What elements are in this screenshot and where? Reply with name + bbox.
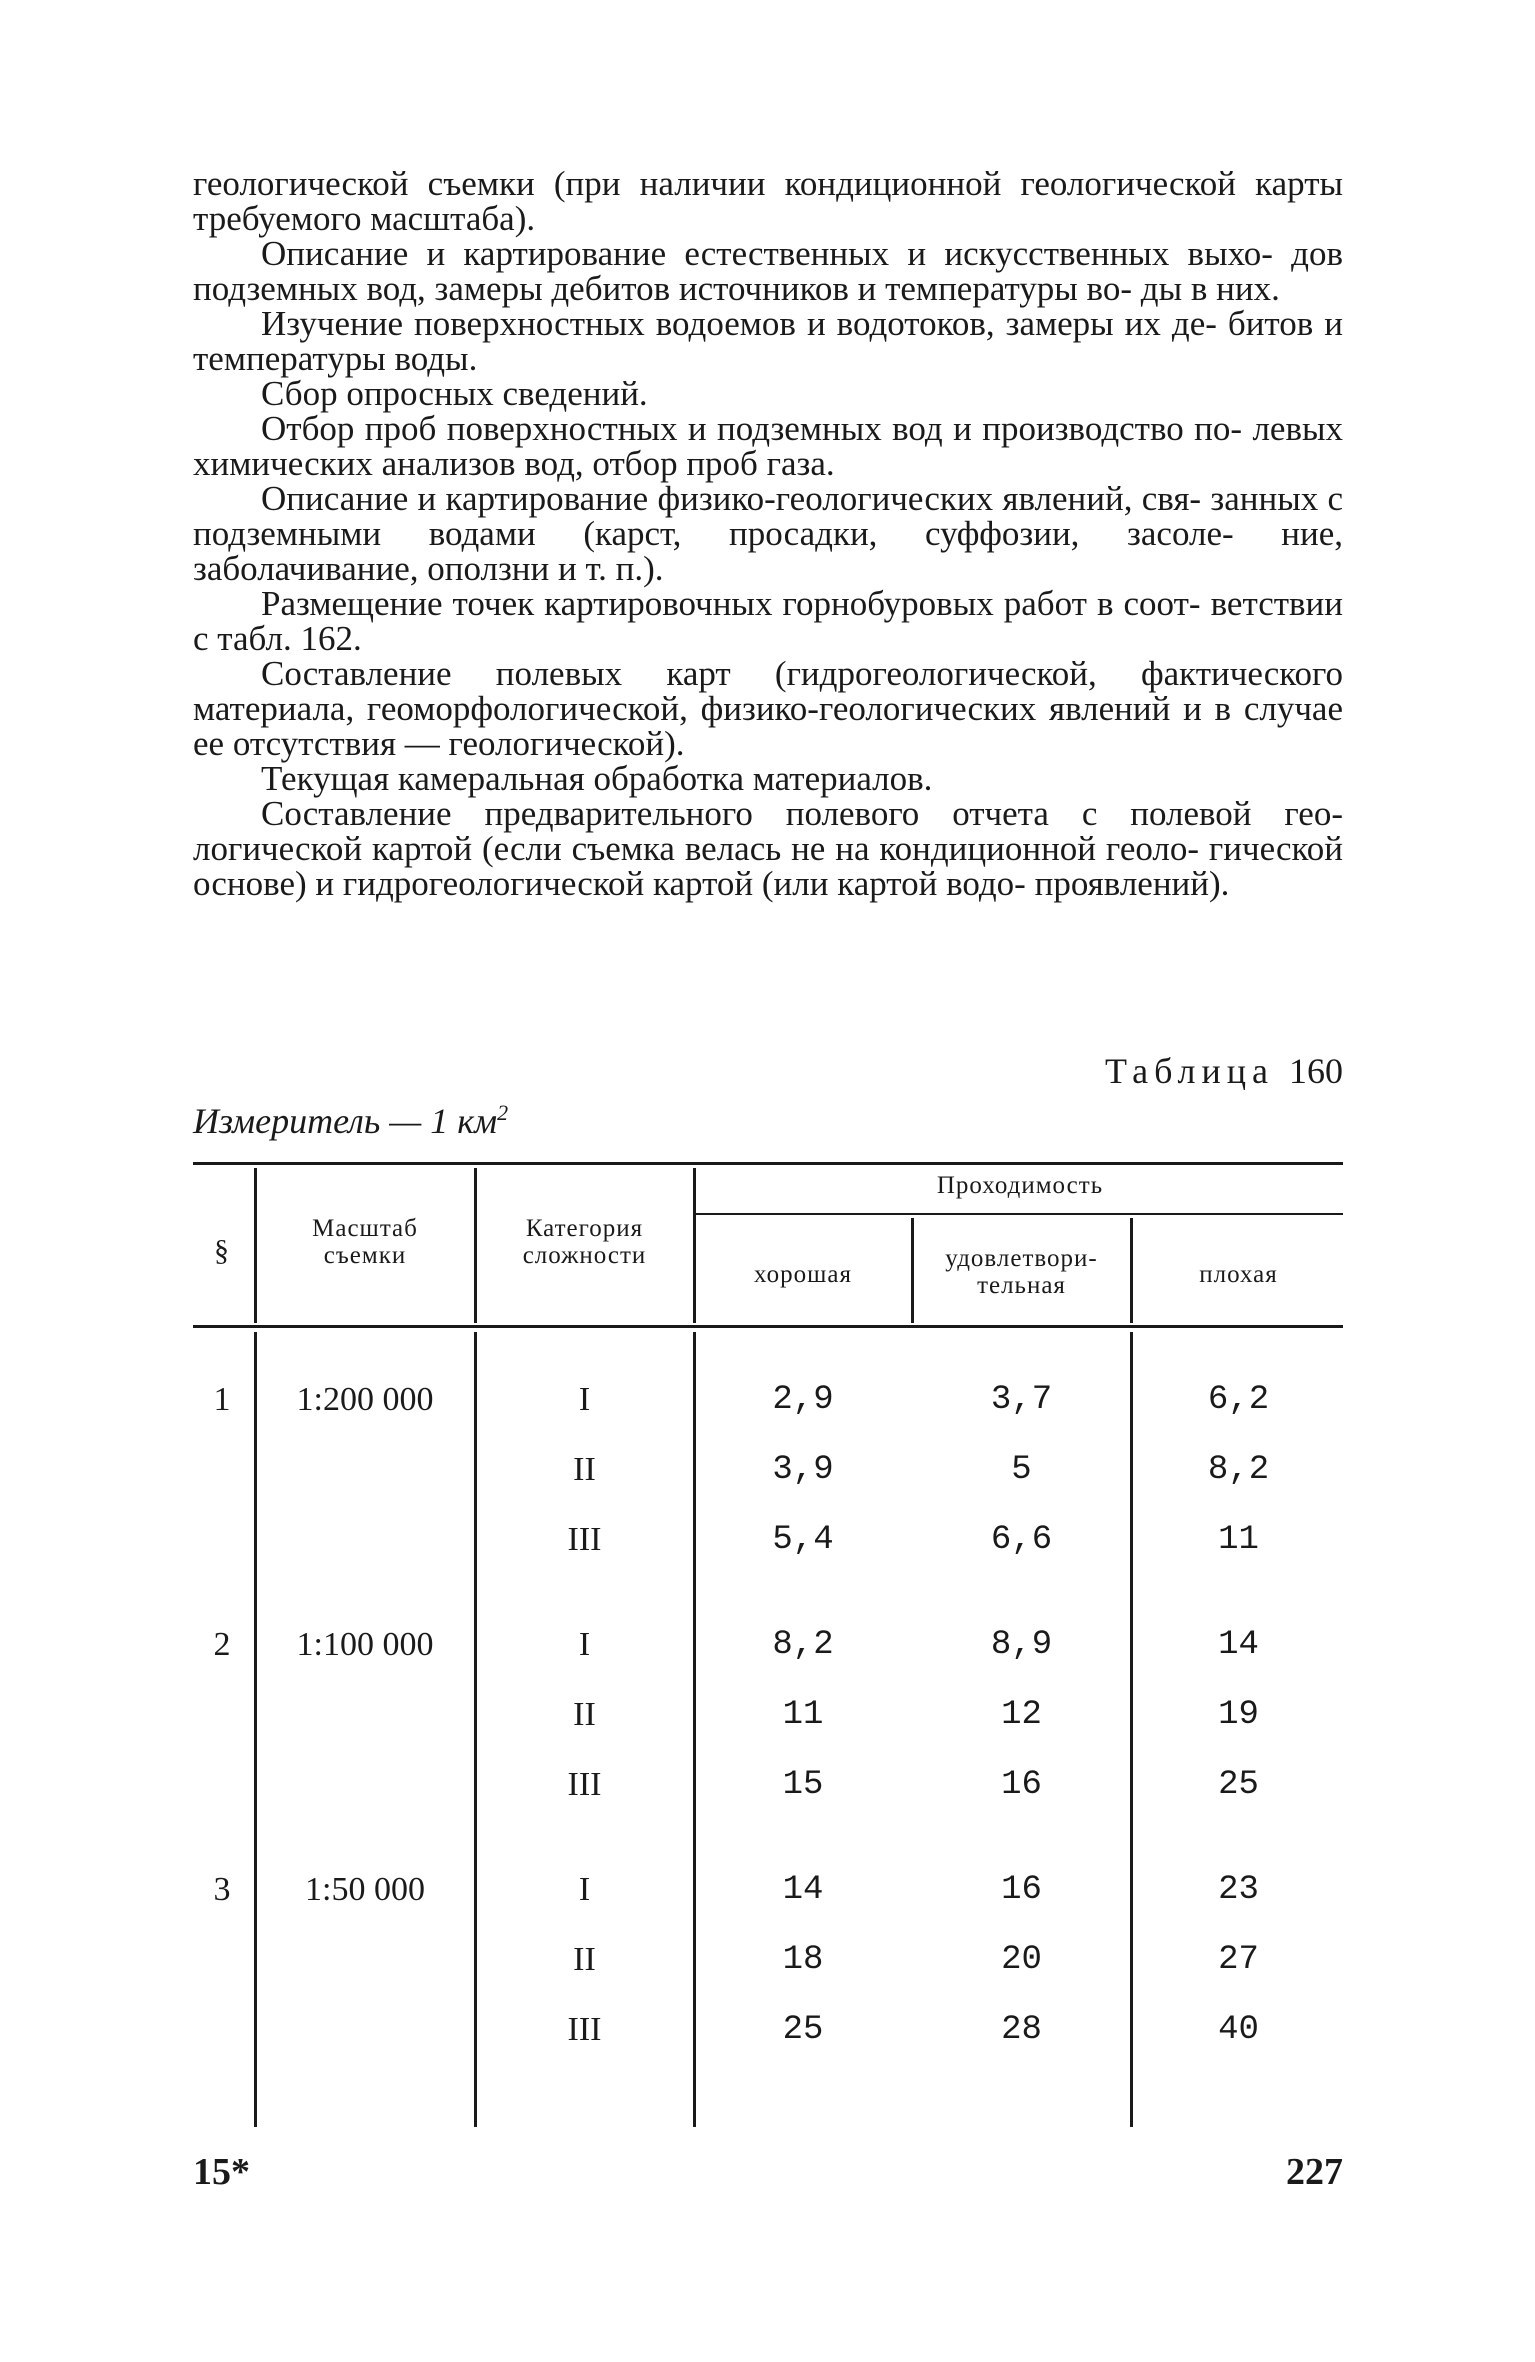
cell-good: 11: [782, 1696, 824, 1734]
cell-category: II: [573, 1451, 596, 1488]
cell-good: 5,4: [772, 1521, 834, 1559]
cell-good: 8,2: [772, 1626, 834, 1664]
paragraph: [193, 376, 1343, 411]
header-satisfactory-line-2: тельная: [977, 1272, 1066, 1299]
header-bottom-rule: [193, 1325, 1343, 1328]
header-scale-line-1: Масштаб: [312, 1215, 418, 1242]
cell-satisfactory: 5: [1011, 1451, 1032, 1489]
paragraph: [193, 306, 1343, 376]
text-line: Текущая камеральная обработка материалов.: [261, 759, 933, 798]
header-satisfactory-line-1: удовлетвори-: [945, 1245, 1098, 1272]
cell-category: I: [578, 1626, 591, 1663]
unit-label: [193, 1100, 508, 1142]
cell-section: 1: [213, 1381, 231, 1418]
text-line: Размещение точек картировочных горнобуровых работ в соот-: [261, 584, 1201, 623]
page-number: 227: [1286, 2151, 1343, 2193]
cell-category: II: [573, 1941, 596, 1978]
cell-satisfactory: 28: [1001, 2011, 1042, 2049]
cell-satisfactory: 8,9: [990, 1626, 1053, 1664]
paragraph: [193, 236, 1343, 306]
text-line: гической основе) и гидрогеологической картой (или картой водо-: [193, 829, 1343, 903]
cell-poor: 11: [1218, 1521, 1259, 1559]
table-title-word: Таблица: [1105, 1051, 1274, 1091]
cell-poor: 8,2: [1207, 1451, 1270, 1489]
table-number: 160: [1289, 1051, 1343, 1091]
passability-rule: [694, 1213, 1343, 1215]
cell-scale: 1:200 000: [296, 1381, 434, 1418]
cell-category: III: [567, 2011, 602, 2048]
cell-good: 3,9: [772, 1451, 834, 1489]
divider-body-4: [1130, 1332, 1133, 2127]
header-passability: Проходимость: [936, 1172, 1104, 1199]
header-satisfactory: [915, 1245, 1128, 1299]
cell-category: III: [567, 1521, 602, 1558]
divider-body-3: [693, 1332, 696, 2127]
table-title: [1105, 1050, 1343, 1092]
text-line: материала, геоморфологической, физико-геологических явлений и в: [193, 689, 1232, 728]
cell-category: III: [567, 1766, 602, 1803]
cell-scale: 1:100 000: [296, 1626, 434, 1663]
text-line: дов подземных вод, замеры дебитов источников и температуры во-: [193, 234, 1344, 308]
header-section: §: [214, 1234, 230, 1267]
divider-header-2: [474, 1168, 477, 1323]
cell-satisfactory: 16: [1001, 1766, 1042, 1804]
divider-header-4: [911, 1218, 914, 1323]
cell-satisfactory: 16: [1001, 1871, 1042, 1909]
cell-poor: 25: [1218, 1766, 1259, 1804]
divider-body-1: [254, 1332, 257, 2127]
unit-superscript: 2: [497, 1100, 509, 1125]
cell-poor: 19: [1218, 1696, 1259, 1734]
divider-header-3: [693, 1168, 696, 1323]
table-top-rule: [193, 1162, 1343, 1165]
header-poor: плохая: [1199, 1261, 1278, 1288]
text-line: случае ее отсутствия — геологической).: [193, 689, 1343, 763]
text-line: геологической съемки (при наличии кондиционной геологической: [193, 164, 1236, 203]
text-line: проявлений).: [1034, 864, 1230, 903]
text-line: ветствии с табл. 162.: [193, 584, 1344, 658]
unit-text: Измеритель — 1 км: [193, 1101, 498, 1141]
divider-body-2: [474, 1332, 477, 2127]
cell-good: 18: [782, 1941, 824, 1979]
text-line: Сбор опросных сведений.: [261, 374, 648, 413]
paragraph: [193, 411, 1343, 481]
text-line: ние, заболачивание, оползни и т. п.).: [193, 514, 1344, 588]
cell-poor: 6,2: [1207, 1381, 1270, 1419]
header-category-line-2: сложности: [522, 1242, 647, 1269]
signature-mark: 15*: [193, 2151, 250, 2193]
header-good: хорошая: [754, 1261, 852, 1288]
paragraph: [193, 481, 1343, 586]
text-line: занных с подземными водами (карст, просадки, суффозии, засоле-: [193, 479, 1344, 553]
text-line: Изучение поверхностных водоемов и водотоков, замеры их де-: [261, 304, 1217, 343]
cell-poor: 40: [1218, 2011, 1259, 2049]
text-line: Отбор проб поверхностных и подземных вод и производство по-: [261, 409, 1243, 448]
cell-poor: 14: [1218, 1626, 1259, 1664]
text-line: Составление полевых карт (гидрогеологической, фактического: [261, 654, 1343, 693]
cell-poor: 23: [1218, 1871, 1259, 1909]
text-line: карты требуемого масштаба).: [193, 164, 1344, 238]
cell-section: 3: [213, 1871, 231, 1908]
text-line: Описание и картирование физико-геологических явлений, свя-: [261, 479, 1202, 518]
text-line: Составление предварительного полевого отчета с полевой гео-: [261, 794, 1343, 833]
header-category: [478, 1215, 691, 1269]
body-text: [193, 166, 1343, 901]
cell-category: I: [578, 1871, 591, 1908]
text-line: логической картой (если съемка велась не на кондиционной геоло-: [193, 829, 1200, 868]
paragraph: [193, 796, 1343, 901]
text-line: левых химических анализов вод, отбор проб газа.: [193, 409, 1343, 483]
cell-category: I: [578, 1381, 591, 1418]
text-line: битов и температуры воды.: [193, 304, 1344, 378]
cell-good: 14: [782, 1871, 824, 1909]
paragraph: [193, 656, 1343, 761]
header-scale-line-2: съемки: [323, 1242, 407, 1269]
cell-satisfactory: 12: [1001, 1696, 1042, 1734]
cell-category: II: [573, 1696, 596, 1733]
divider-header-1: [254, 1168, 257, 1323]
paragraph: [193, 586, 1343, 656]
paragraph: [193, 166, 1343, 236]
header-scale: [258, 1215, 472, 1269]
cell-good: 2,9: [772, 1381, 834, 1419]
header-category-line-1: Категория: [525, 1215, 644, 1242]
text-line: Описание и картирование естественных и искусственных выхо-: [261, 234, 1273, 273]
cell-section: 2: [213, 1626, 231, 1663]
cell-good: 25: [782, 2011, 824, 2049]
cell-poor: 27: [1218, 1941, 1259, 1979]
cell-satisfactory: 3,7: [990, 1381, 1053, 1419]
paragraph: [193, 761, 1343, 796]
divider-header-5: [1130, 1218, 1133, 1323]
cell-good: 15: [782, 1766, 824, 1804]
cell-satisfactory: 20: [1001, 1941, 1042, 1979]
text-line: ды в них.: [1140, 269, 1280, 308]
cell-scale: 1:50 000: [305, 1871, 425, 1908]
cell-satisfactory: 6,6: [990, 1521, 1053, 1559]
